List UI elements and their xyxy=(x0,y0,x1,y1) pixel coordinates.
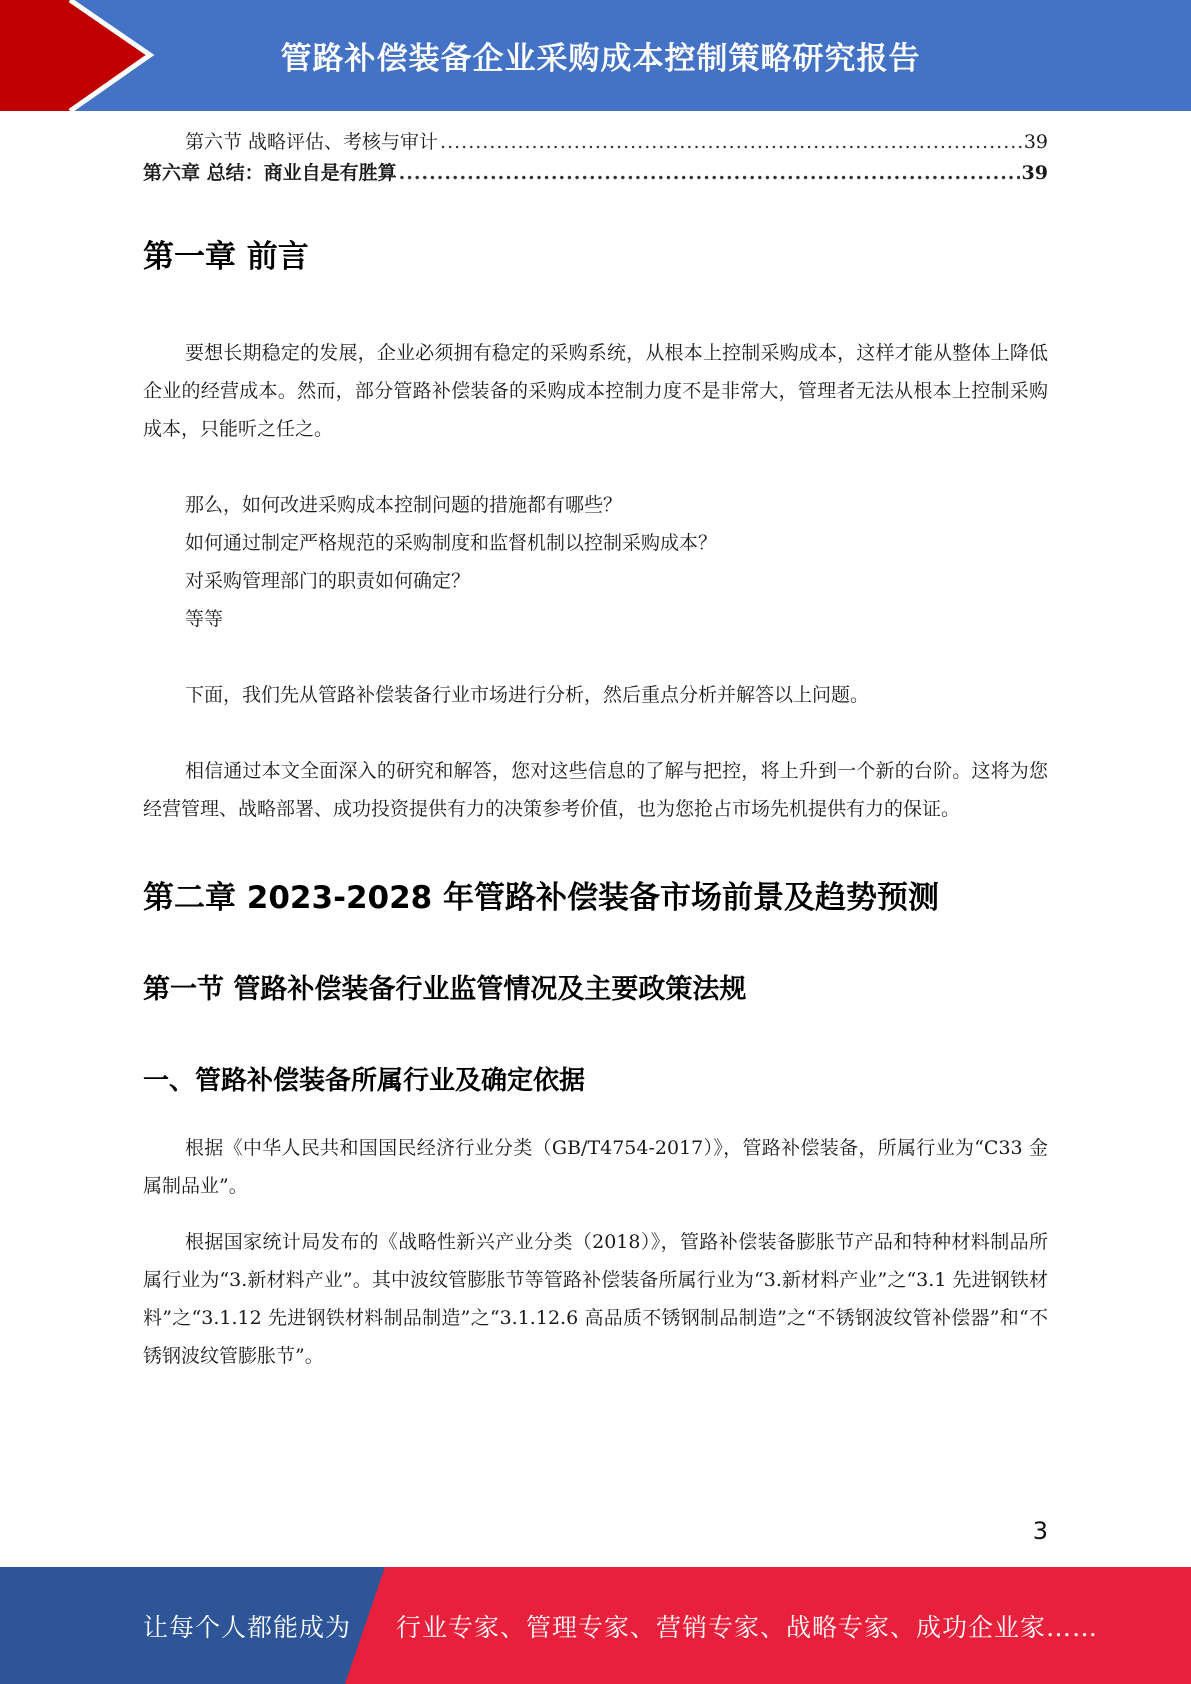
toc-entry-label: 第六章 总结：商业自是有胜算 xyxy=(143,162,397,184)
footer-slogan-left: 让每个人都能成为 xyxy=(143,1612,352,1642)
question-item: 对采购管理部门的职责如何确定？ xyxy=(185,570,471,592)
page-content xyxy=(143,127,1048,1375)
toc-entry-label: 第六节 战略评估、考核与审计 xyxy=(185,131,439,153)
page-number: 3 xyxy=(1032,1517,1048,1545)
page-header xyxy=(0,0,1191,111)
report-title: 管路补偿装备企业采购成本控制策略研究报告 xyxy=(280,41,921,77)
question-item: 那么，如何改进采购成本控制问题的措施都有哪些？ xyxy=(185,494,623,516)
paragraph: 根据《中华人民共和国国民经济行业分类（GB/T4754-2017）》，管路补偿装备，所属行业为“C33 金属制品业”。 xyxy=(143,1137,1048,1197)
toc-leader-dots xyxy=(440,127,1022,158)
section-1-title: 第一节 管路补偿装备行业监管情况及主要政策法规 xyxy=(143,974,747,1005)
toc-entry[interactable] xyxy=(143,158,1048,189)
page-footer xyxy=(0,1567,1191,1684)
red-chevron-decoration xyxy=(0,0,160,111)
question-list xyxy=(143,486,1048,638)
subsection-1-title: 一、管路补偿装备所属行业及确定依据 xyxy=(143,1066,586,1096)
question-item: 等等 xyxy=(185,608,224,630)
paragraph: 相信通过本文全面深入的研究和解答，您对这些信息的了解与把控，将上升到一个新的台阶。这将为您经营管理、战略部署、成功投资提供有力的决策参考价值，也为您抢占市场先机提供有力的保证。 xyxy=(143,760,1048,820)
paragraph: 根据国家统计局发布的《战略性新兴产业分类（2018）》，管路补偿装备膨胀节产品和特种材料制品所属行业为“3.新材料产业”。其中波纹管膨胀节等管路补偿装备所属行业为“3.新材料产业”之“3.1 先进钢铁材料”之“3.1.12 先进钢铁材料制品制造”之“3.1.12.6 高品质不锈钢制品制造”之“不锈钢波纹管补偿器”和“不锈钢波纹管膨胀节”。 xyxy=(143,1231,1048,1367)
paragraph: 要想长期稳定的发展，企业必须拥有稳定的采购系统，从根本上控制采购成本，这样才能从整体上降低企业的经营成本。然而，部分管路补偿装备的采购成本控制力度不是非常大，管理者无法从根本上控制采购成本，只能听之任之。 xyxy=(143,342,1048,440)
question-item: 如何通过制定严格规范的采购制度和监督机制以控制采购成本？ xyxy=(185,532,718,554)
toc-entry[interactable] xyxy=(143,127,1048,158)
footer-slogan-right: 行业专家、管理专家、营销专家、战略专家、成功企业家…… xyxy=(396,1612,1099,1642)
toc-entry-page: 39 xyxy=(1023,131,1048,153)
toc-entry-page: 39 xyxy=(1021,162,1048,184)
chapter-2-title: 第二章 2023-2028 年管路补偿装备市场前景及趋势预测 xyxy=(143,880,940,916)
toc-leader-dots xyxy=(399,158,1020,189)
paragraph: 下面，我们先从管路补偿装备行业市场进行分析，然后重点分析并解答以上问题。 xyxy=(185,684,870,706)
chapter-1-title: 第一章 前言 xyxy=(143,239,309,275)
